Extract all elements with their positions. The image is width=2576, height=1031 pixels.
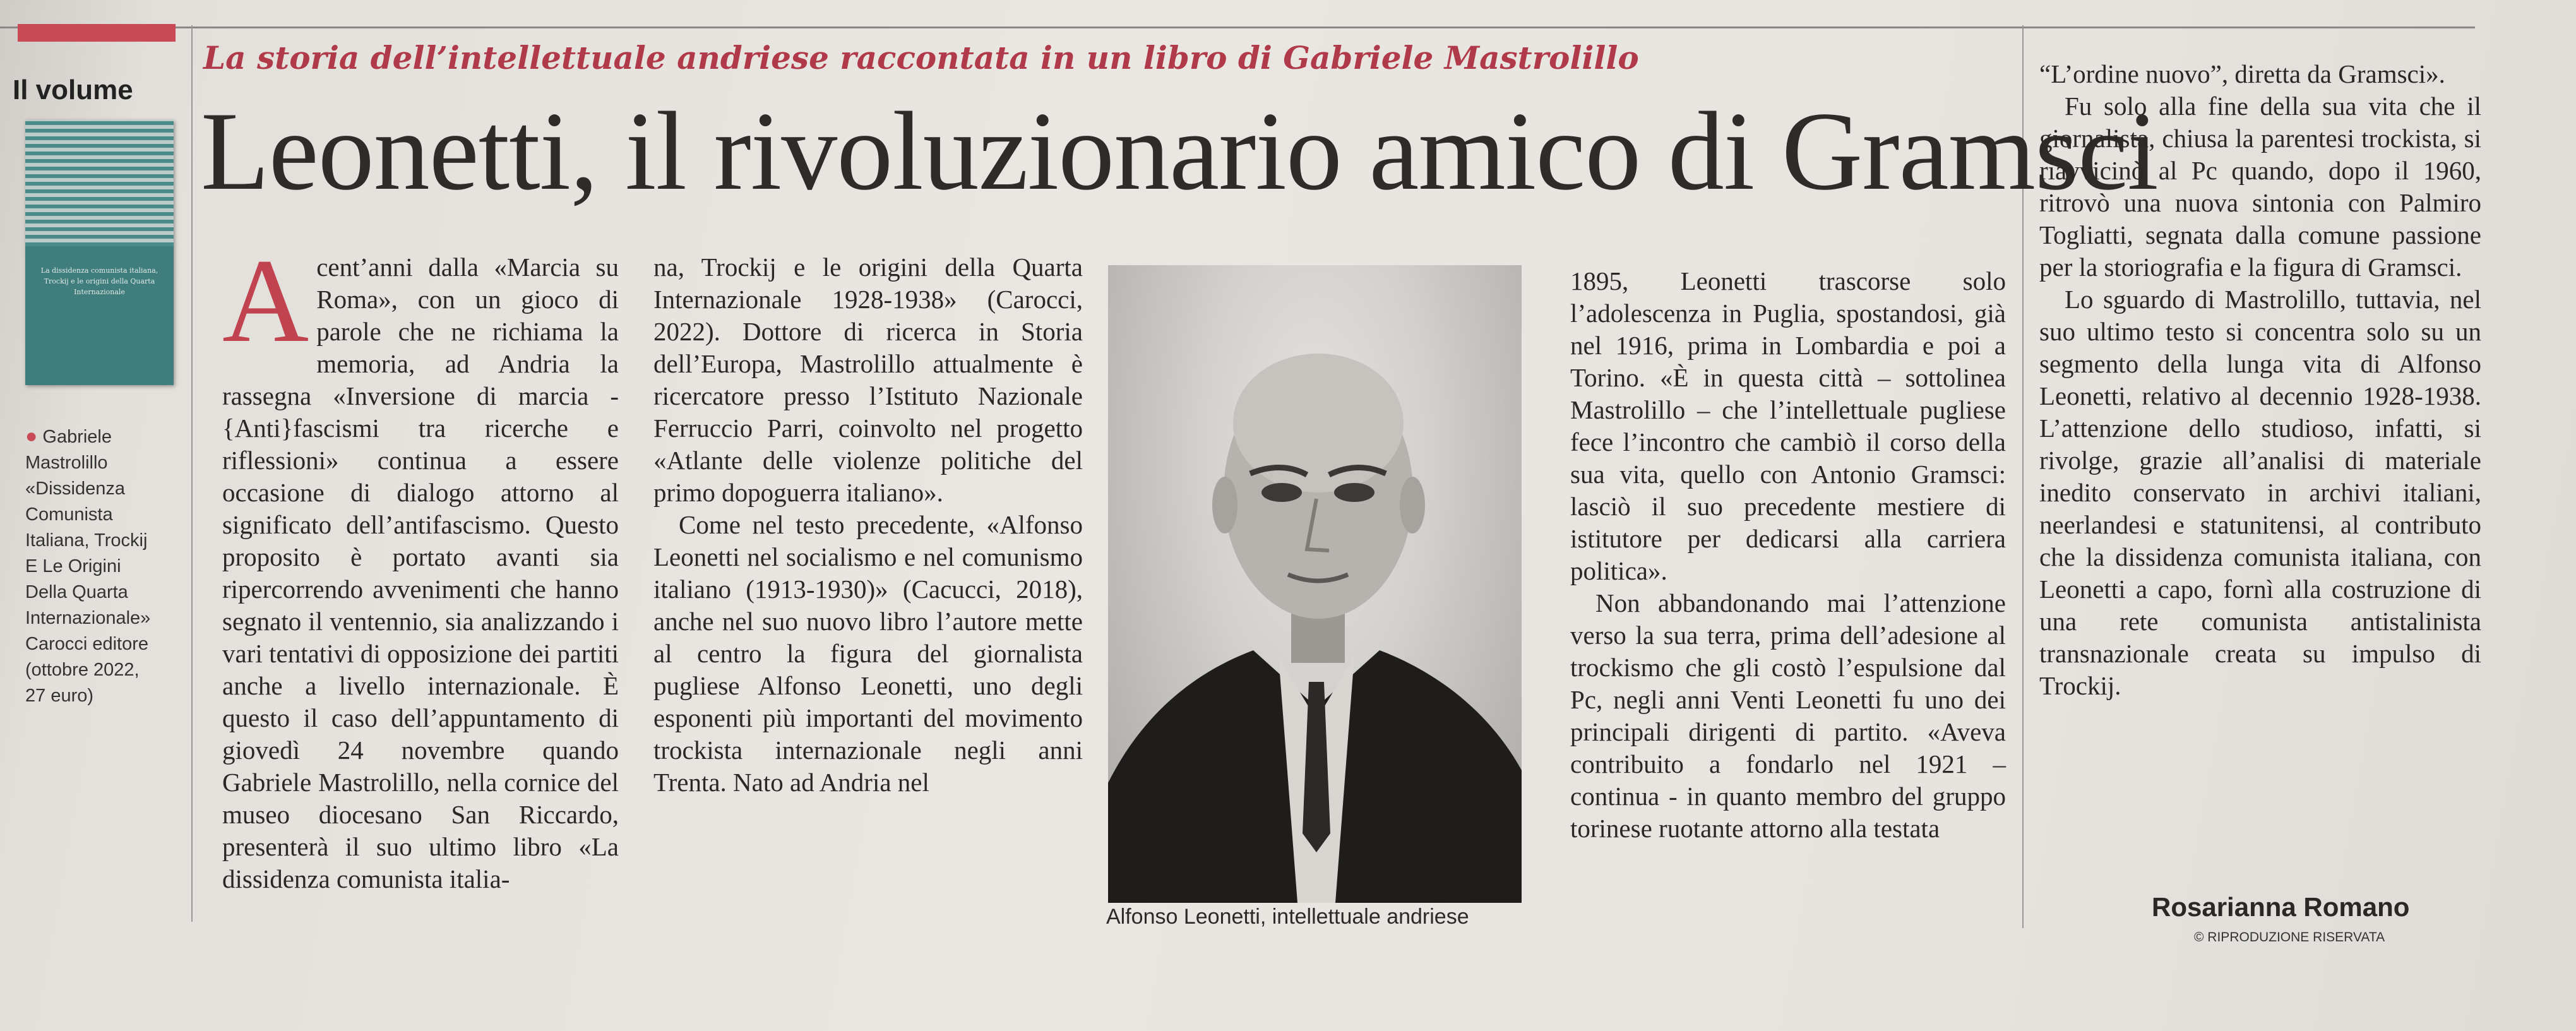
- article-column-3: 1895, Leonetti trascorse solo l’adolescenza in Puglia, spostandosi, già nel 1916, prima in Lombardia e poi a Torino. «È in questa città – sottolinea Mastrolillo – che l’intellettuale pugliese fece l’incontro che cambiò il corso della sua vita, quello con Antonio Gramsci: lasciò il suo precedente mestiere di istitutore per dedicarsi alla carriera politica». Non abbandonando mai l’attenzione verso la sua terra, prima dell’adesione al trockismo che gli costò l’espulsione dal Pc, negli anni Venti Leonetti fu uno dei principali dirigenti di partito. «Aveva contribuito a fondarlo nel 1921 – continua - in quanto membro del gruppo torinese ruotante attorno alla testata: [1570, 266, 2006, 843]
- column-divider: [191, 25, 193, 922]
- copyright-notice: © RIPRODUZIONE RISERVATA: [2194, 930, 2385, 945]
- drop-cap: A: [222, 235, 309, 367]
- section-label: Il volume: [13, 74, 133, 105]
- article-column-1: A cent’anni dalla «Marcia su Roma», con un gioco di parole che ne richiama la memoria, ad Andria la rassegna «Inversione di marcia - {Anti}fascismi tra ricerche e riflessioni» continua a essere occasione di dialogo attorno al significato dell’antifascismo. Questo proposito è portato avanti sia ripercorrendo avvenimenti che hanno segnato il ventennio, sia analizzando i vari tentativi di opposizione dei partiti anche a livello internazionale. È questo il caso dell’appuntamento di giovedì 24 novembre quando Gabriele Mastrolillo, nella cornice del museo diocesano San Riccardo, presenterà il suo ultimo libro «La dissidenza comunista italia-: [222, 235, 619, 893]
- author-byline: Rosarianna Romano: [2152, 892, 2410, 922]
- photo-caption: Alfonso Leonetti, intellettuale andriese: [1106, 905, 1469, 929]
- book-caption: ● Gabriele Mastrolillo «Dissidenza Comunista Italiana, Trockij E Le Origini Della Quarta Internazionale» Carocci editore (ottobre 2022, 27 euro): [25, 424, 151, 706]
- section-color-bar: [18, 24, 176, 42]
- book-cover-image: [25, 120, 174, 385]
- article-kicker: La storia dell’intellettuale andriese raccontata in un libro di Gabriele Mastrolillo: [203, 39, 1639, 76]
- bullet-icon: ●: [25, 424, 38, 447]
- portrait-figure: [1108, 265, 1522, 903]
- article-column-4: “L’ordine nuovo”, diretta da Gramsci». Fu solo alla fine della sua vita che il giornalista, chiusa la parentesi trockista, si riavvicinò al Pc quando, dopo il 1960, ritrovò una nuova sintonia con Palmiro Togliatti, segnata dalla comune passione per la storiografia e la figura di Gramsci. Lo sguardo di Mastrolillo, tuttavia, nel suo ultimo testo si concentra solo su un segmento della lunga vita di Alfonso Leonetti, relativo al decennio 1928-1938. L’attenzione dello studioso, infatti, si rivolge, grazie all’analisi di materiale inedito conservato in archivi italiani, neerlandesi e statunitensi, al contributo che la dissidenza comunista italiana, con Leonetti a capo, fornì alla costruzione di una rete comunista antistalinista transnazionale creata su impulso di Trockij.: [2039, 59, 2481, 700]
- portrait-photo: [1108, 265, 1522, 903]
- article-headline: Leonetti, il rivoluzionario amico di Gramsci: [201, 88, 2158, 213]
- top-rule: [0, 27, 2475, 28]
- book-cover-title: La dissidenza comunista italiana, Trockij e le origini della Quarta Internazionale: [40, 266, 158, 296]
- article-column-2: na, Trockij e le origini della Quarta Internazionale 1928-1938» (Carocci, 2022). Dottore di ricerca in Storia dell’Europa, Mastrolillo attualmente è ricercatore presso l’Istituto Nazionale Ferruccio Parri, coinvolto nel progetto «Atlante delle violenze politiche del primo dopoguerra italiano». Come nel testo precedente, «Alfonso Leonetti nel socialismo e nel comunismo italiano (1913-1930)» (Cacucci, 2018), anche nel suo nuovo libro l’autore mette al centro la figura del giornalista pugliese Alfonso Leonetti, uno degli esponenti più importanti del movimento trockista internazionale negli anni Trenta. Nato ad Andria nel: [653, 253, 1083, 797]
- book-sidebar: [13, 19, 170, 840]
